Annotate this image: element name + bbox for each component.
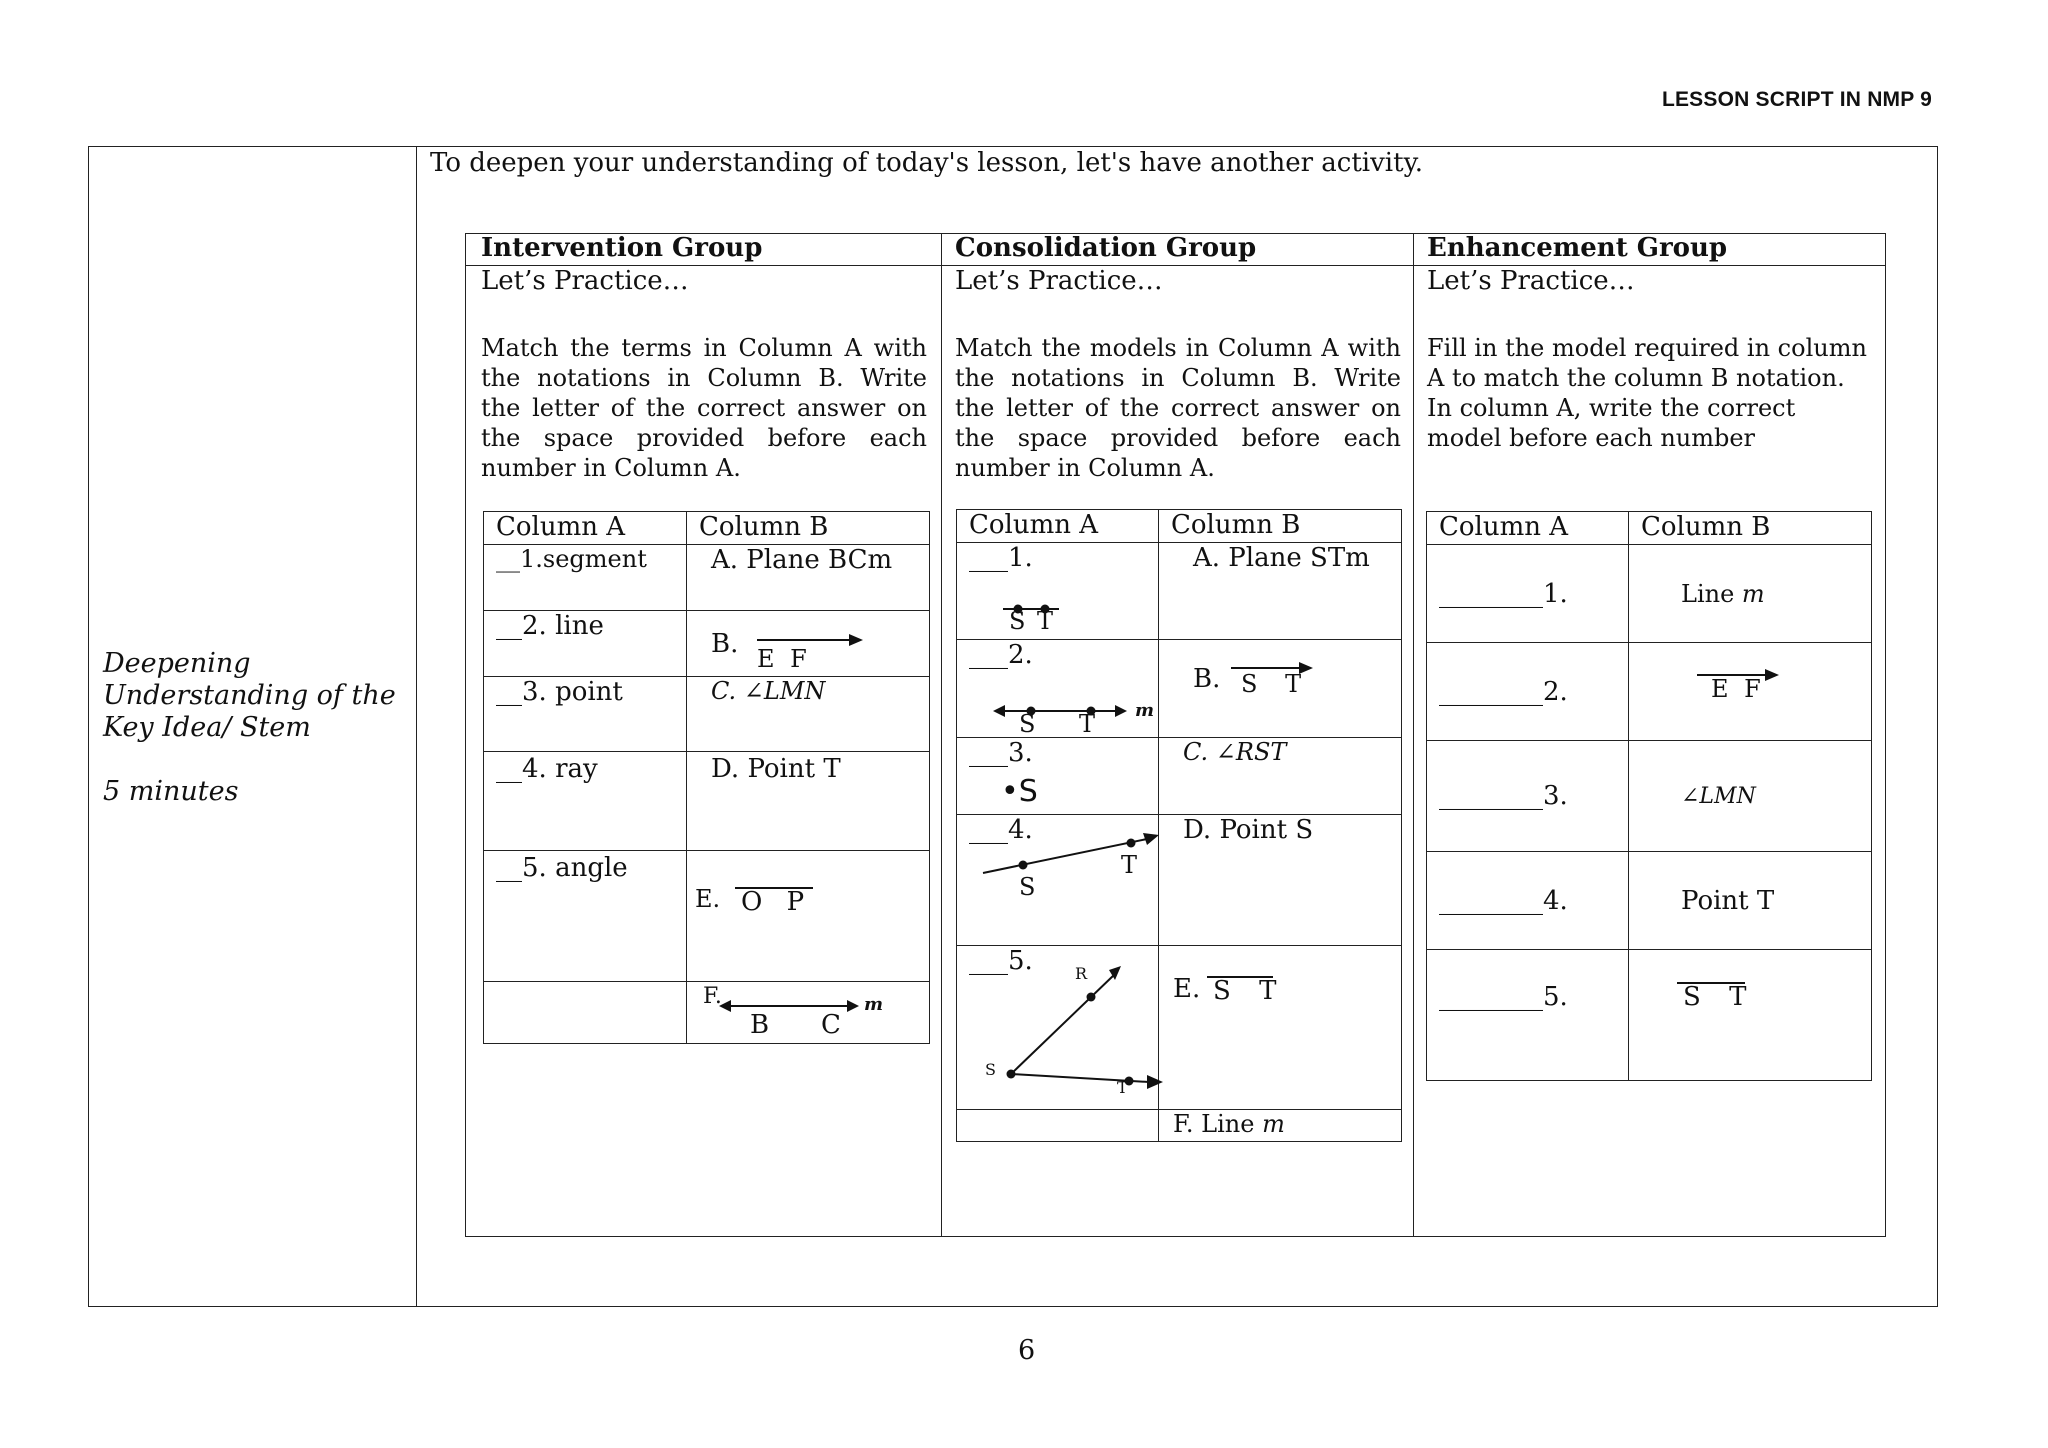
choice-b-letters: E F bbox=[757, 645, 811, 673]
intro-text: To deepen your understanding of today's lesson, let's have another activity. bbox=[430, 148, 1424, 178]
enhancement-title: Enhancement Group bbox=[1427, 233, 1728, 263]
enhancement-practice: Let’s Practice… bbox=[1427, 266, 1635, 296]
choice-b bbox=[687, 611, 930, 677]
model-row-1 bbox=[957, 543, 1159, 640]
choice-e bbox=[1159, 946, 1402, 1110]
answer-blank-1: __1.segment bbox=[484, 545, 687, 611]
step-label bbox=[103, 648, 396, 808]
answer-blank-empty bbox=[484, 982, 687, 1044]
notation-point: Point T bbox=[1629, 852, 1872, 950]
notation-segment-letters: S T bbox=[1683, 982, 1757, 1012]
step-label-line-3: Key Idea/ Stem bbox=[103, 712, 311, 743]
answer-blank-1: ________1. bbox=[1427, 545, 1629, 643]
choice-b bbox=[1159, 640, 1402, 738]
model-4-s: S bbox=[1019, 873, 1036, 901]
header-title: LESSON SCRIPT IN NMP 9 bbox=[1661, 88, 1932, 111]
model-row-4 bbox=[957, 815, 1159, 946]
intervention-practice: Let’s Practice… bbox=[481, 266, 689, 296]
intervention-instruction: Match the terms in Column A with the notations in Column B. Write the letter of the correct answer on the space provided before each number in Column A. bbox=[481, 334, 927, 482]
choice-c: C. ∠RST bbox=[1159, 738, 1402, 815]
step-label-line-1: Deepening bbox=[103, 648, 251, 679]
answer-blank-3: ___3. bbox=[969, 738, 1033, 768]
step-label-line-2: Understanding of the bbox=[103, 680, 396, 711]
choice-b-letters: S T bbox=[1241, 670, 1312, 698]
model-5-s: S bbox=[985, 1060, 996, 1079]
choice-e bbox=[687, 851, 930, 982]
intervention-table bbox=[483, 511, 930, 1044]
answer-blank-2: __2. line bbox=[484, 611, 687, 677]
lesson-table-divider bbox=[416, 146, 417, 1307]
answer-blank-1: ___1. bbox=[969, 543, 1033, 573]
answer-blank-empty bbox=[957, 1110, 1159, 1142]
choice-f-text: F. Line bbox=[1173, 1110, 1255, 1138]
model-2-t: T bbox=[1079, 710, 1096, 738]
column-b-header: Column B bbox=[1159, 510, 1402, 543]
choice-f-m: m bbox=[1262, 1110, 1285, 1138]
answer-blank-2: ___2. bbox=[969, 640, 1033, 670]
choice-a: A. Plane BCm bbox=[687, 545, 930, 611]
answer-blank-4: ___4. bbox=[969, 815, 1033, 845]
answer-blank-3: __3. point bbox=[484, 677, 687, 752]
choice-e-letters: O P bbox=[741, 887, 813, 917]
model-row-2 bbox=[957, 640, 1159, 738]
model-3-point: •S bbox=[1001, 774, 1038, 809]
angle-model-icon bbox=[997, 964, 1167, 1094]
choice-b-prefix: B. bbox=[1193, 664, 1221, 694]
notation-line-m: m bbox=[1741, 579, 1765, 608]
choice-b-prefix: B. bbox=[711, 629, 739, 659]
consolidation-table bbox=[956, 509, 1402, 1142]
consolidation-instruction: Match the models in Column A with the notations in Column B. Write the letter of the correct answer on the space provided before each number in Column A. bbox=[955, 334, 1401, 482]
enhancement-instruction: Fill in the model required in column A to match the column B notation. In column A, write the correct model before each number bbox=[1427, 334, 1867, 452]
groups-divider-1 bbox=[941, 233, 942, 1237]
notation-segment bbox=[1629, 950, 1872, 1081]
notation-ray bbox=[1629, 643, 1872, 741]
page-number: 6 bbox=[1018, 1335, 1036, 1366]
choice-d: D. Point S bbox=[1159, 815, 1402, 946]
choice-f-point-c: C bbox=[821, 1010, 841, 1040]
column-a-header: Column A bbox=[957, 510, 1159, 543]
enhancement-table bbox=[1426, 511, 1872, 1081]
choice-f bbox=[687, 982, 930, 1044]
model-4-t: T bbox=[1121, 851, 1138, 879]
choice-e-prefix: E. bbox=[695, 885, 721, 913]
model-5-t: T bbox=[1117, 1078, 1128, 1097]
model-1-s: S bbox=[1009, 607, 1026, 635]
choice-f bbox=[1159, 1110, 1402, 1142]
answer-blank-4: ________4. bbox=[1427, 852, 1629, 950]
answer-blank-5: __5. angle bbox=[484, 851, 687, 982]
choice-e-letters: S T bbox=[1213, 976, 1287, 1006]
model-row-3 bbox=[957, 738, 1159, 815]
step-time: 5 minutes bbox=[103, 776, 239, 807]
model-5-r: R bbox=[1075, 964, 1088, 983]
answer-blank-2: ________2. bbox=[1427, 643, 1629, 741]
answer-blank-5: ________5. bbox=[1427, 950, 1629, 1081]
choice-f-point-b: B bbox=[750, 1010, 770, 1040]
answer-blank-4: __4. ray bbox=[484, 752, 687, 851]
notation-angle: ∠LMN bbox=[1629, 741, 1872, 852]
choice-d: D. Point T bbox=[687, 752, 930, 851]
consolidation-title: Consolidation Group bbox=[955, 233, 1257, 263]
answer-blank-3: ________3. bbox=[1427, 741, 1629, 852]
answer-blank-5: ___5. bbox=[969, 946, 1033, 976]
model-2-s: S bbox=[1019, 710, 1036, 738]
choice-c: C. ∠LMN bbox=[687, 677, 930, 752]
choice-f-line-m: m bbox=[864, 994, 884, 1015]
choice-a: A. Plane STm bbox=[1159, 543, 1402, 640]
column-b-header: Column B bbox=[1629, 512, 1872, 545]
intervention-title: Intervention Group bbox=[481, 233, 763, 263]
model-2-m: m bbox=[1135, 700, 1155, 721]
column-a-header: Column A bbox=[484, 512, 687, 545]
model-1-t: T bbox=[1037, 607, 1054, 635]
groups-divider-2 bbox=[1413, 233, 1414, 1237]
choice-f-prefix: F. bbox=[703, 984, 722, 1009]
choice-e-prefix: E. bbox=[1173, 974, 1201, 1004]
column-b-header: Column B bbox=[687, 512, 930, 545]
consolidation-practice: Let’s Practice… bbox=[955, 266, 1163, 296]
notation-line bbox=[1629, 545, 1872, 643]
line-model-icon bbox=[991, 702, 1131, 720]
model-row-5 bbox=[957, 946, 1159, 1110]
notation-ray-letters: E F bbox=[1711, 675, 1765, 703]
notation-line-text: Line bbox=[1681, 579, 1735, 608]
column-a-header: Column A bbox=[1427, 512, 1629, 545]
